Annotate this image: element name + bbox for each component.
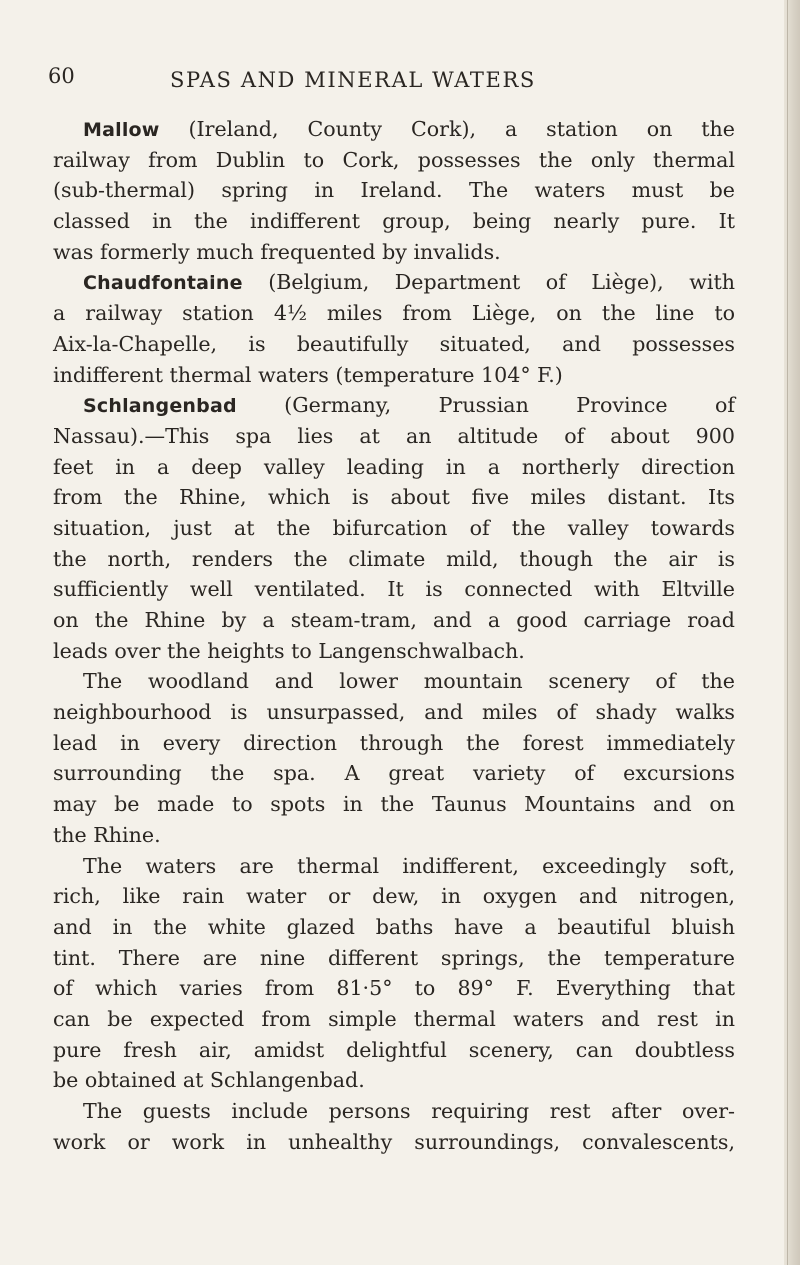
- text-line: [53, 206, 735, 237]
- line-text: neighbourhood is unsurpassed, and miles of shady walks: [53, 700, 735, 725]
- line-text: Aix-la-Chapelle, is beautifully situated, and possesses: [53, 331, 735, 356]
- text-line: [53, 298, 735, 329]
- running-title: SPAS AND MINERAL WATERS: [170, 68, 536, 92]
- line-text: surrounding the spa. A great variety of excursions: [53, 761, 735, 786]
- body-text: [53, 114, 735, 1157]
- entry-heading: Chaudfontaine: [83, 272, 243, 295]
- line-text: was formerly much frequented by invalids.: [53, 239, 501, 264]
- text-line: [53, 789, 735, 820]
- text-line: [53, 237, 735, 268]
- text-line: [53, 881, 735, 912]
- running-head: [48, 64, 738, 104]
- line-text: feet in a deep valley leading in a northerly direction: [53, 454, 735, 479]
- line-text: can be expected from simple thermal waters and rest in: [53, 1006, 735, 1031]
- text-line: [53, 114, 735, 145]
- text-line: [53, 544, 735, 575]
- line-text: on the Rhine by a steam-tram, and a good carriage road: [53, 608, 735, 632]
- entry-heading: Schlangenbad: [83, 395, 237, 418]
- text-line: [53, 1127, 735, 1158]
- text-line: [53, 666, 735, 697]
- line-text: the north, renders the climate mild, though the air is: [53, 546, 735, 571]
- line-text: be obtained at Schlangenbad.: [53, 1068, 365, 1093]
- line-text: The guests include persons requiring rest after over-: [83, 1099, 735, 1123]
- text-line: [53, 1065, 735, 1096]
- text-line: [53, 421, 735, 452]
- text-line: [53, 636, 735, 667]
- page-edge: [784, 0, 800, 1265]
- text-line: [53, 175, 735, 206]
- line-text: railway from Dublin to Cork, possesses the only thermal: [53, 147, 735, 172]
- text-line: [53, 851, 735, 882]
- entry-heading: Mallow: [83, 119, 160, 141]
- text-line: [53, 1035, 735, 1066]
- text-line: [53, 452, 735, 483]
- text-line: [53, 728, 735, 759]
- text-line: [53, 360, 735, 391]
- line-text: classed in the indifferent group, being nearly pure. It: [53, 209, 735, 234]
- text-line: [53, 820, 735, 851]
- line-text: tint. There are nine different springs, the temperature: [53, 945, 735, 970]
- line-text: of which varies from 81·5° to 89° F. Everything that: [53, 976, 735, 1001]
- line-text: and in the white glazed baths have a beautiful bluish: [53, 914, 735, 939]
- text-line: [53, 329, 735, 360]
- line-text: The woodland and lower mountain scenery of the: [83, 669, 735, 694]
- line-text: sufficiently well ventilated. It is connected with Eltville: [53, 577, 735, 602]
- line-text: Nassau).—This spa lies at an altitude of about 900: [53, 423, 735, 448]
- text-line: [53, 758, 735, 789]
- text-line: [53, 574, 735, 605]
- line-text: The waters are thermal indifferent, exceedingly soft,: [83, 853, 735, 878]
- line-text: (Belgium, Department of Liège), with: [242, 270, 735, 295]
- text-line: [53, 973, 735, 1004]
- text-line: [53, 912, 735, 943]
- text-line: [53, 1004, 735, 1035]
- page-number: 60: [48, 64, 75, 88]
- text-line: [53, 145, 735, 176]
- line-text: situation, just at the bifurcation of the valley towards: [53, 515, 735, 540]
- line-text: from the Rhine, which is about five miles distant. Its: [53, 485, 735, 510]
- text-line: [53, 267, 735, 298]
- text-line: [53, 605, 735, 636]
- text-line: [53, 1096, 735, 1127]
- line-text: lead in every direction through the forest immediately: [53, 730, 735, 755]
- text-line: [53, 943, 735, 974]
- text-line: [53, 697, 735, 728]
- line-text: a railway station 4½ miles from Liège, on the line to: [53, 301, 735, 326]
- line-text: work or work in unhealthy surroundings, convalescents,: [53, 1129, 735, 1154]
- line-text: indifferent thermal waters (temperature 104° F.): [53, 362, 563, 387]
- line-text: rich, like rain water or dew, in oxygen and nitrogen,: [53, 884, 735, 909]
- line-text: (sub-thermal) spring in Ireland. The waters must be: [53, 178, 735, 203]
- line-text: (Germany, Prussian Province of: [236, 393, 735, 418]
- line-text: leads over the heights to Langenschwalbach.: [53, 638, 525, 663]
- line-text: (Ireland, County Cork), a station on the: [159, 117, 735, 141]
- line-text: the Rhine.: [53, 822, 161, 847]
- line-text: pure fresh air, amidst delightful scenery, can doubtless: [53, 1037, 735, 1062]
- text-line: [53, 482, 735, 513]
- line-text: may be made to spots in the Taunus Mountains and on: [53, 792, 735, 817]
- text-line: [53, 513, 735, 544]
- text-line: [53, 390, 735, 421]
